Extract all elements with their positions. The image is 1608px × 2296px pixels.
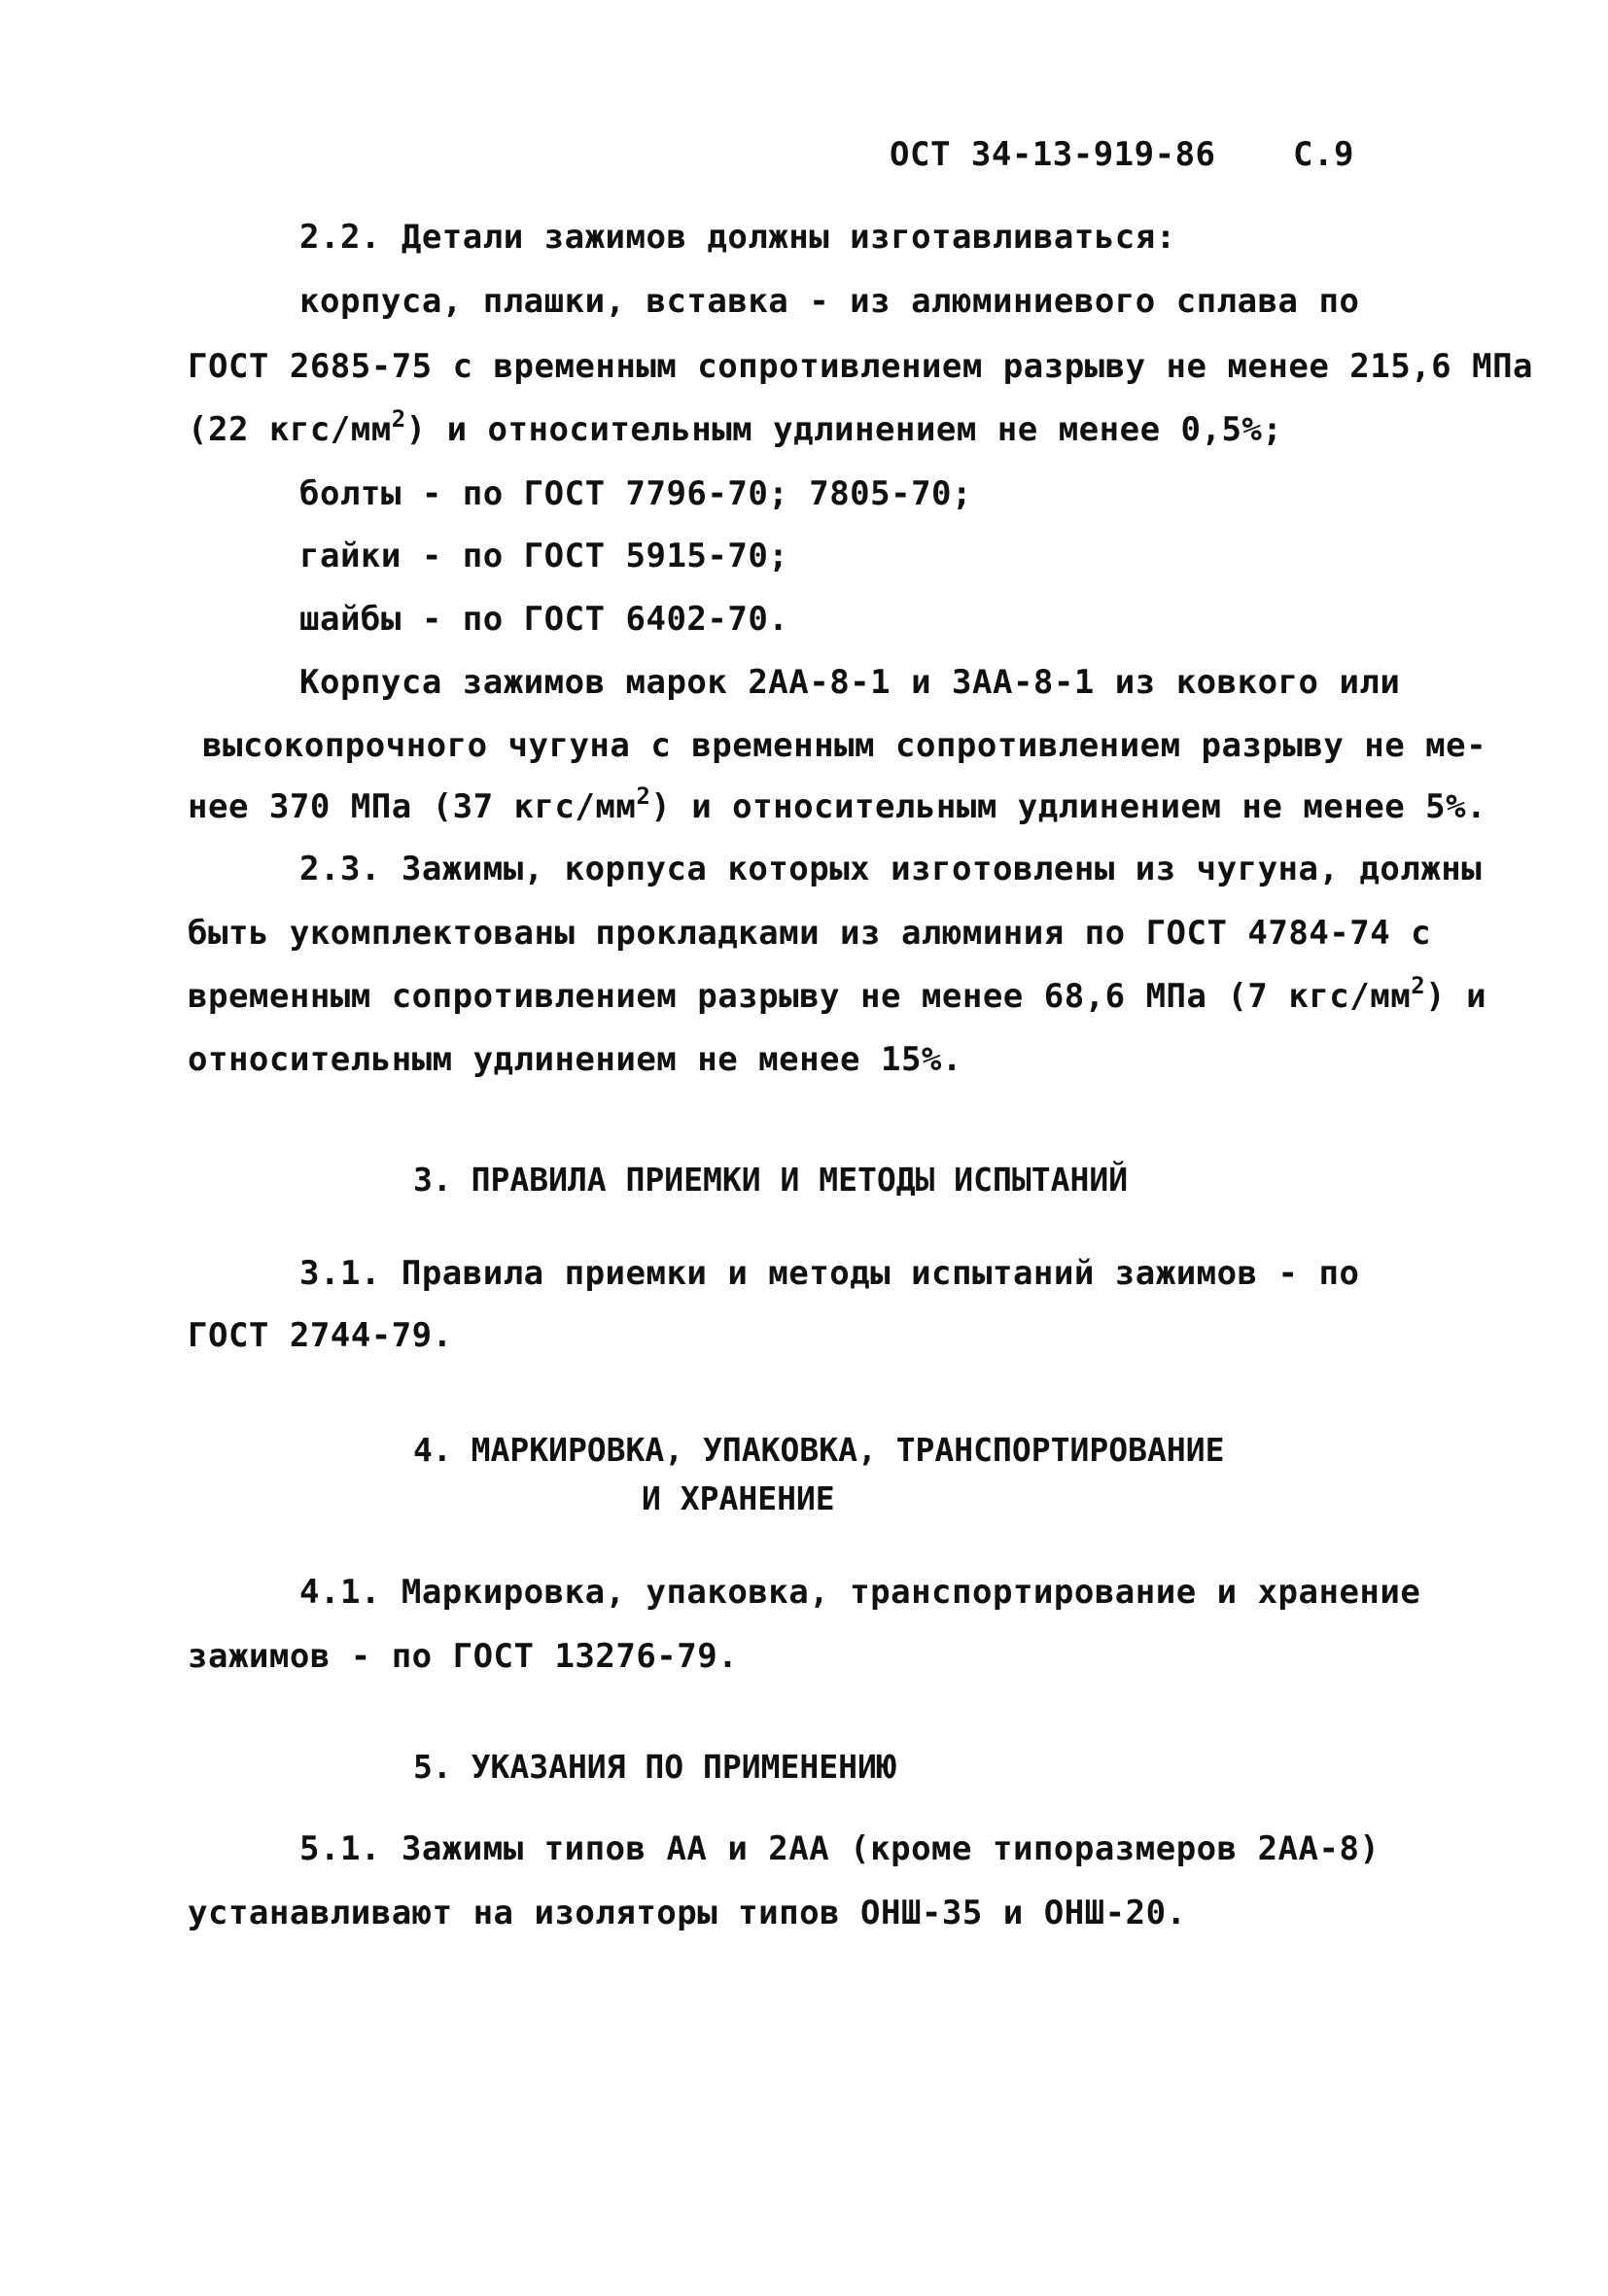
para-2-2-line-4: (22 кгс/$мм^2$) и относительным удлинением не менее 0,5%; xyxy=(188,405,1283,449)
page-number: С.9 xyxy=(1293,135,1354,174)
para-2-3-line-1: 2.3. Зажимы, корпуса которых изготовлены из чугуна, должны xyxy=(299,850,1483,888)
para-3-1-line-2: ГОСТ 2744-79. xyxy=(188,1316,453,1355)
section-5-heading: 5. УКАЗАНИЯ ПО ПРИМЕНЕНИЮ xyxy=(413,1748,896,1786)
para-4-1-line-2: зажимов - по ГОСТ 13276-79. xyxy=(188,1637,739,1676)
section-4-heading-line-2: И ХРАНЕНИЕ xyxy=(642,1479,835,1517)
para-2-2-line-6: гайки - по ГОСТ 5915-70; xyxy=(299,537,789,575)
section-4-heading-line-1: 4. МАРКИРОВКА, УПАКОВКА, ТРАНСПОРТИРОВАНИЕ xyxy=(413,1431,1225,1469)
para-2-3-line-4: относительным удлинением не менее 15%. xyxy=(188,1040,962,1079)
para-2-2-line-10: нее 370 МПа (37 кгс/$мм^2$) и относительным удлинением не менее 5%. xyxy=(188,783,1487,826)
para-2-2-line-7: шайбы - по ГОСТ 6402-70. xyxy=(299,600,789,639)
para-4-1-line-1: 4.1. Маркировка, упаковка, транспортирование и хранение xyxy=(299,1573,1421,1612)
para-5-1-line-1: 5.1. Зажимы типов АА и 2АА (кроме типоразмеров 2АА-8) xyxy=(299,1829,1381,1868)
section-3-heading: 3. ПРАВИЛА ПРИЕМКИ И МЕТОДЫ ИСПЫТАНИЙ xyxy=(413,1161,1129,1199)
para-2-2-line-9: высокопрочного чугуна с временным сопротивлением разрыву не ме- xyxy=(202,726,1487,765)
para-2-2-line-2: корпуса, плашки, вставка - из алюминиевого сплава по xyxy=(299,282,1360,321)
para-2-2-line-8: Корпуса зажимов марок 2АА-8-1 и 3АА-8-1 из ковкого или xyxy=(299,663,1401,702)
para-5-1-line-2: устанавливают на изоляторы типов ОНШ-35 и ОНШ-20. xyxy=(188,1894,1187,1932)
para-2-2-line-1: 2.2. Детали зажимов должны изготавливаться: xyxy=(299,218,1176,257)
para-2-2-line-5: болты - по ГОСТ 7796-70; 7805-70; xyxy=(299,474,973,513)
para-2-2-line-3: ГОСТ 2685-75 с временным сопротивлением разрыву не менее 215,6 МПа xyxy=(188,347,1534,386)
para-2-3-line-2: быть укомплектованы прокладками из алюминия по ГОСТ 4784-74 с xyxy=(188,914,1432,953)
para-2-3-line-3: временным сопротивлением разрыву не менее 68,6 МПа (7 кгс/$мм^2$) и xyxy=(188,972,1487,1016)
para-3-1-line-1: 3.1. Правила приемки и методы испытаний зажимов - по xyxy=(299,1254,1360,1293)
doc-code: ОСТ 34-13-919-86 xyxy=(890,135,1216,174)
